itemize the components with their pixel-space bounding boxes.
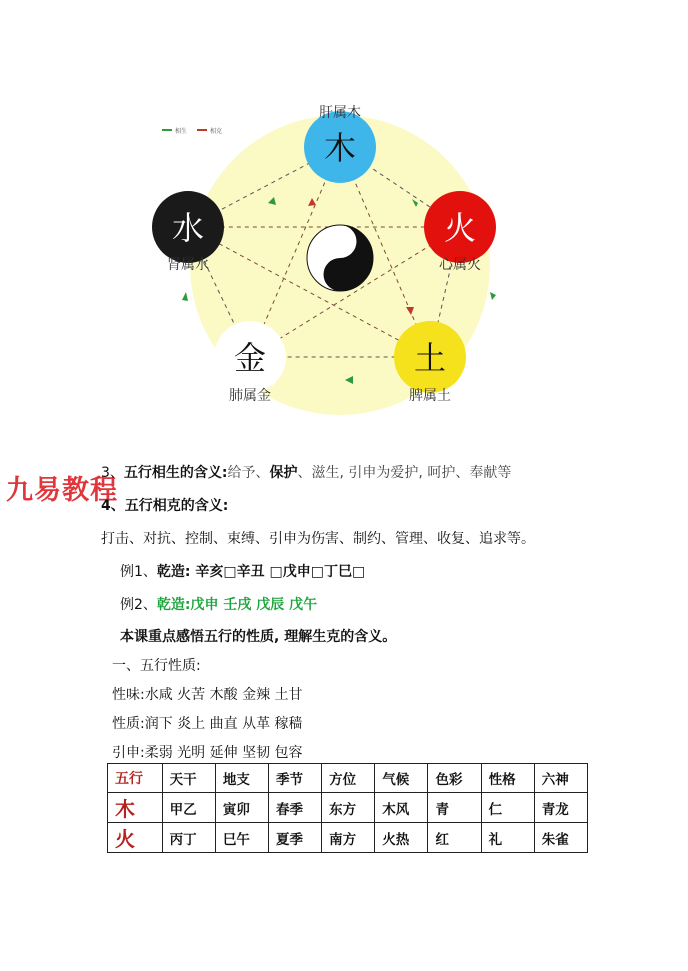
table-cell: 寅卯 xyxy=(215,793,268,823)
table-cell: 丙丁 xyxy=(162,823,215,853)
element-char: 火 xyxy=(443,209,477,247)
sheng-meaning-line: 3、五行相生的含义:给予、保护、滋生, 引申为爱护, 呵护、奉献等 xyxy=(101,465,512,481)
table-cell: 木 xyxy=(108,793,163,823)
table-header-cell: 季节 xyxy=(268,764,321,793)
element-char: 木 xyxy=(323,129,357,167)
element-node-wood xyxy=(304,104,376,183)
table-cell: 青龙 xyxy=(534,793,587,823)
table-header-cell: 五行 xyxy=(108,764,163,793)
table-header-row xyxy=(108,764,588,793)
element-char: 土 xyxy=(413,339,447,377)
five-elements-diagram xyxy=(140,95,520,415)
table-cell: 红 xyxy=(428,823,481,853)
table-cell: 仁 xyxy=(481,793,534,823)
table-cell: 巳午 xyxy=(215,823,268,853)
ke-meaning-text: 打击、对抗、控制、束缚、引申为伤害、制约、管理、收复、追求等。 xyxy=(101,531,535,547)
table-cell: 火热 xyxy=(375,823,428,853)
table-row xyxy=(108,823,588,853)
section-heading: 一、五行性质: xyxy=(112,658,201,674)
table-header-cell: 方位 xyxy=(322,764,375,793)
element-label: 脾属土 xyxy=(409,388,451,404)
legend-ke: 相克 xyxy=(210,128,223,135)
table-row xyxy=(108,793,588,823)
table-cell: 春季 xyxy=(268,793,321,823)
taste-line: 性味:水咸 火苦 木酸 金辣 土甘 xyxy=(112,687,303,703)
element-label: 肺属金 xyxy=(229,388,271,404)
example-1: 例1、乾造: 辛亥□辛丑 □戊申□丁巳□ xyxy=(120,564,366,580)
table-cell: 礼 xyxy=(481,823,534,853)
table-header-cell: 六神 xyxy=(534,764,587,793)
legend-sheng: 相生 xyxy=(175,128,188,135)
table-cell: 夏季 xyxy=(268,823,321,853)
table-header-cell: 地支 xyxy=(215,764,268,793)
table-header-cell: 色彩 xyxy=(428,764,481,793)
extension-line: 引申:柔弱 光明 延伸 坚韧 包容 xyxy=(112,745,303,761)
table-header-cell: 天干 xyxy=(162,764,215,793)
yin-yang-icon xyxy=(307,225,373,291)
five-elements-table xyxy=(107,763,588,853)
table-cell: 火 xyxy=(108,823,163,853)
table-cell: 南方 xyxy=(322,823,375,853)
element-label: 心属火 xyxy=(439,257,481,273)
example-2: 例2、乾造:戊申 壬戌 戊辰 戊午 xyxy=(120,597,318,613)
table-header-cell: 气候 xyxy=(375,764,428,793)
watermark: 九易教程 xyxy=(6,475,118,506)
table-cell: 木风 xyxy=(375,793,428,823)
element-label: 肾属水 xyxy=(167,257,209,273)
element-char: 水 xyxy=(171,209,205,247)
legend xyxy=(162,127,222,135)
lesson-focus: 本课重点感悟五行的性质, 理解生克的含义。 xyxy=(120,629,397,645)
table-cell: 东方 xyxy=(322,793,375,823)
element-char: 金 xyxy=(233,339,267,377)
ke-meaning-title: 4、五行相克的含义: xyxy=(101,498,229,514)
nature-line: 性质:润下 炎上 曲直 从革 稼穑 xyxy=(112,716,303,732)
element-label: 肝属木 xyxy=(319,105,361,121)
table-cell: 甲乙 xyxy=(162,793,215,823)
table-cell: 青 xyxy=(428,793,481,823)
table-cell: 朱雀 xyxy=(534,823,587,853)
table-header-cell: 性格 xyxy=(481,764,534,793)
